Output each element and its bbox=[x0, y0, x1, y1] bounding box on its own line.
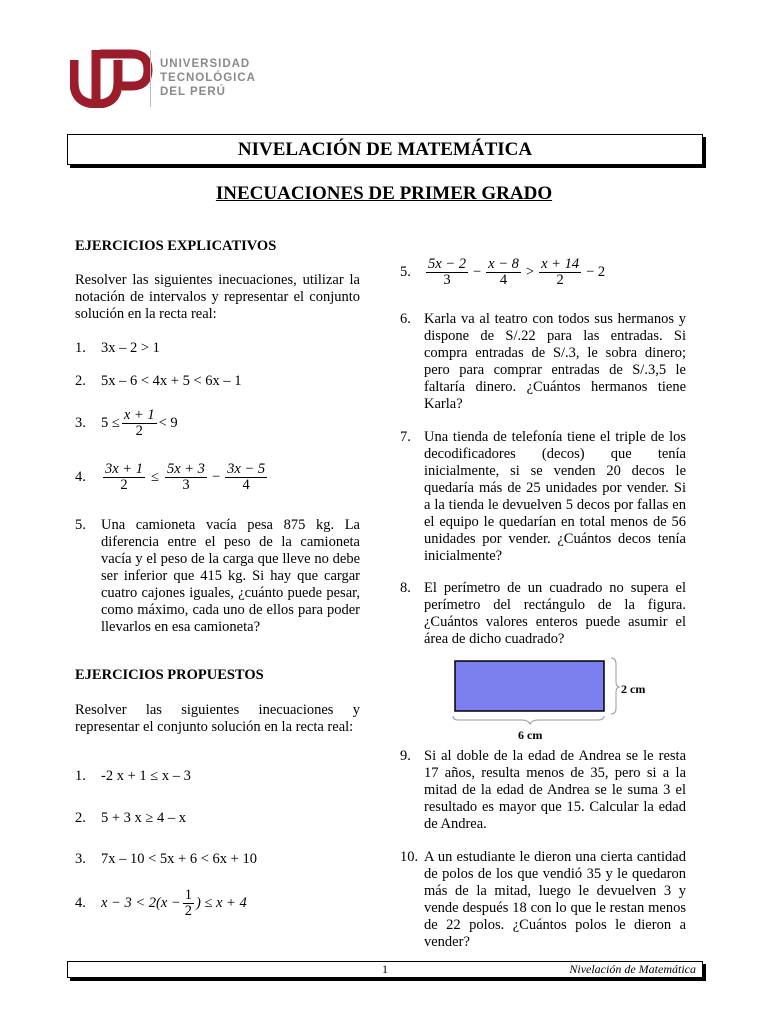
page-subtitle: INECUACIONES DE PRIMER GRADO bbox=[215, 183, 553, 204]
exercise-4-fraction-1 bbox=[103, 462, 145, 493]
proposed-5-op-1: − bbox=[472, 264, 482, 280]
item-number: 7. bbox=[400, 429, 411, 445]
rectangle-shape bbox=[455, 661, 604, 711]
figure-height-label: 2 cm bbox=[621, 682, 646, 696]
exercise-3-post: < 9 bbox=[158, 415, 178, 431]
exercise-1-text: 3x – 2 > 1 bbox=[101, 340, 160, 356]
width-brace bbox=[453, 716, 604, 724]
proposed-5-fraction-1 bbox=[426, 257, 468, 288]
item-number: 10. bbox=[400, 849, 419, 865]
exercise-4-op-1: ≤ bbox=[150, 469, 159, 485]
proposed-6 bbox=[400, 311, 686, 413]
proposed-5-op-2: > bbox=[525, 264, 535, 280]
exercise-4-op-2: − bbox=[211, 469, 221, 485]
proposed-4-post: ) ≤ x + 4 bbox=[195, 895, 247, 911]
proposed-5-fraction-2 bbox=[486, 257, 521, 288]
proposed-5 bbox=[400, 257, 605, 288]
exercise-5 bbox=[75, 517, 360, 636]
fraction-numerator: 3x − 5 bbox=[227, 461, 266, 477]
proposed-8-text: El perímetro de un cuadrado no supera el perímetro del rectángulo de la figura. ¿Cuántos valores enteros puede asumir el área de dicho cuadrado? bbox=[424, 580, 686, 647]
explicativos-intro: Resolver las siguientes inecuaciones, utilizar la notación de intervalos y representar el conjunto solución en la recta real: bbox=[75, 272, 360, 322]
fraction-denominator: 2 bbox=[556, 272, 564, 288]
propuestos-intro: Resolver las siguientes inecuaciones y representar el conjunto solución en la recta real: bbox=[75, 702, 360, 735]
fraction-denominator: 3 bbox=[443, 272, 451, 288]
page-number: 1 bbox=[382, 962, 388, 976]
exercise-3 bbox=[75, 408, 178, 439]
exercise-4 bbox=[75, 462, 269, 493]
proposed-4-fraction bbox=[183, 888, 194, 919]
title-box bbox=[67, 134, 703, 165]
exercise-2-text: 5x – 6 < 4x + 5 < 6x – 1 bbox=[101, 373, 242, 389]
proposed-4 bbox=[75, 888, 247, 919]
propuestos-heading: EJERCICIOS PROPUESTOS bbox=[75, 667, 264, 683]
item-number: 3. bbox=[75, 851, 86, 867]
item-number: 2. bbox=[75, 810, 86, 826]
item-number: 2. bbox=[75, 373, 86, 389]
proposed-7 bbox=[400, 429, 686, 565]
item-number: 6. bbox=[400, 311, 411, 327]
fraction-denominator: 4 bbox=[242, 477, 250, 493]
page-title: NIVELACIÓN DE MATEMÁTICA bbox=[237, 139, 533, 160]
fraction-numerator: x + 14 bbox=[541, 256, 580, 272]
exercise-4-fraction-2 bbox=[165, 462, 207, 493]
proposed-4-pre: x − 3 < 2(x − bbox=[101, 895, 181, 911]
explicativos-heading: EJERCICIOS EXPLICATIVOS bbox=[75, 238, 277, 254]
height-brace bbox=[611, 658, 620, 714]
exercise-3-pre: 5 ≤ bbox=[101, 415, 120, 431]
fraction-numerator: 5x + 3 bbox=[166, 461, 205, 477]
item-number: 3. bbox=[75, 415, 86, 431]
fraction-numerator: 1 bbox=[184, 887, 192, 903]
figure-width-label: 6 cm bbox=[518, 728, 543, 742]
proposed-6-text: Karla va al teatro con todos sus hermanos y dispone de S/.22 para las entradas. Si compra entradas de S/.3, le sobra dinero; pero para comprar entradas de S/.3,5 le faltaría dinero. ¿Cuántos hermanos tiene Karla? bbox=[424, 311, 686, 412]
footer-label: Nivelación de Matemática bbox=[569, 962, 696, 976]
proposed-5-post: − 2 bbox=[586, 264, 606, 280]
logo-line-2: TECNOLÓGICA bbox=[160, 72, 256, 84]
proposed-1 bbox=[75, 768, 191, 785]
item-number: 4. bbox=[75, 469, 86, 485]
logo-line-1: UNIVERSIDAD bbox=[160, 58, 251, 70]
proposed-1-text: -2 x + 1 ≤ x – 3 bbox=[101, 768, 191, 784]
item-number: 4. bbox=[75, 895, 86, 911]
exercise-3-fraction bbox=[122, 408, 157, 439]
logo-divider bbox=[150, 50, 151, 107]
proposed-7-text: Una tienda de telefonía tiene el triple de los decodificadores (decos) que tenía inicialmente, si se venden 20 decos le quedaría más de 25 unidades por vender. Si a la tienda le devuelven 5 decos por fallas en el equipo le quedarían en total menos de 56 unidades por vender. ¿Cuántos decos tenía inicialmente? bbox=[424, 429, 686, 564]
fraction-denominator: 3 bbox=[182, 477, 190, 493]
proposed-2-text: 5 + 3 x ≥ 4 – x bbox=[101, 810, 187, 826]
item-number: 1. bbox=[75, 768, 86, 784]
proposed-2 bbox=[75, 810, 186, 827]
fraction-denominator: 2 bbox=[120, 477, 128, 493]
page-footer bbox=[67, 961, 703, 978]
proposed-9-text: Si al doble de la edad de Andrea se le resta 17 años, resulta menos de 35, pero si a la mitad de la edad de Andrea se le suma 3 el resultado es mayor que 15. Calcular la edad de Andrea. bbox=[424, 748, 686, 832]
exercise-4-fraction-3 bbox=[225, 462, 267, 493]
fraction-denominator: 2 bbox=[135, 423, 143, 439]
rectangle-figure bbox=[448, 656, 668, 740]
item-number: 8. bbox=[400, 580, 411, 596]
proposed-8 bbox=[400, 580, 686, 648]
fraction-denominator: 2 bbox=[184, 903, 192, 919]
exercise-2 bbox=[75, 373, 242, 390]
logo-line-3: DEL PERÚ bbox=[160, 86, 226, 98]
proposed-10-text: A un estudiante le dieron una cierta cantidad de polos de los que vendió 35 y le quedaron más de la mitad, luego le devuelven 3 y vende después 18 con lo que le restan menos de 22 polos. ¿Cuántos polos le dieron a vender? bbox=[424, 849, 686, 950]
proposed-3-text: 7x – 10 < 5x + 6 < 6x + 10 bbox=[101, 851, 257, 867]
proposed-5-fraction-3 bbox=[539, 257, 581, 288]
exercise-1 bbox=[75, 340, 160, 357]
fraction-numerator: 5x − 2 bbox=[428, 256, 466, 272]
proposed-3 bbox=[75, 851, 257, 868]
utp-logo-mark bbox=[70, 46, 160, 108]
logo-text bbox=[160, 57, 256, 99]
item-number: 5. bbox=[400, 264, 411, 280]
item-number: 1. bbox=[75, 340, 86, 356]
exercise-5-text: Una camioneta vacía pesa 875 kg. La diferencia entre el peso de la camioneta vacía y el peso de la carga que lleve no debe ser inferior que 415 kg. Si hay que cargar cuatro cajones iguales, ¿cuánto puede pesar, como máximo, cada uno de ellos para poder llevarlos en esa camioneta? bbox=[101, 517, 360, 635]
item-number: 9. bbox=[400, 748, 411, 764]
item-number: 5. bbox=[75, 517, 86, 533]
proposed-9 bbox=[400, 748, 686, 833]
proposed-10 bbox=[400, 849, 686, 951]
fraction-numerator: 3x + 1 bbox=[105, 461, 143, 477]
fraction-denominator: 4 bbox=[499, 272, 508, 288]
rectangle-diagram bbox=[448, 656, 668, 740]
fraction-numerator: x + 1 bbox=[123, 407, 155, 423]
utp-logo bbox=[70, 46, 160, 108]
fraction-numerator: x − 8 bbox=[488, 256, 519, 272]
